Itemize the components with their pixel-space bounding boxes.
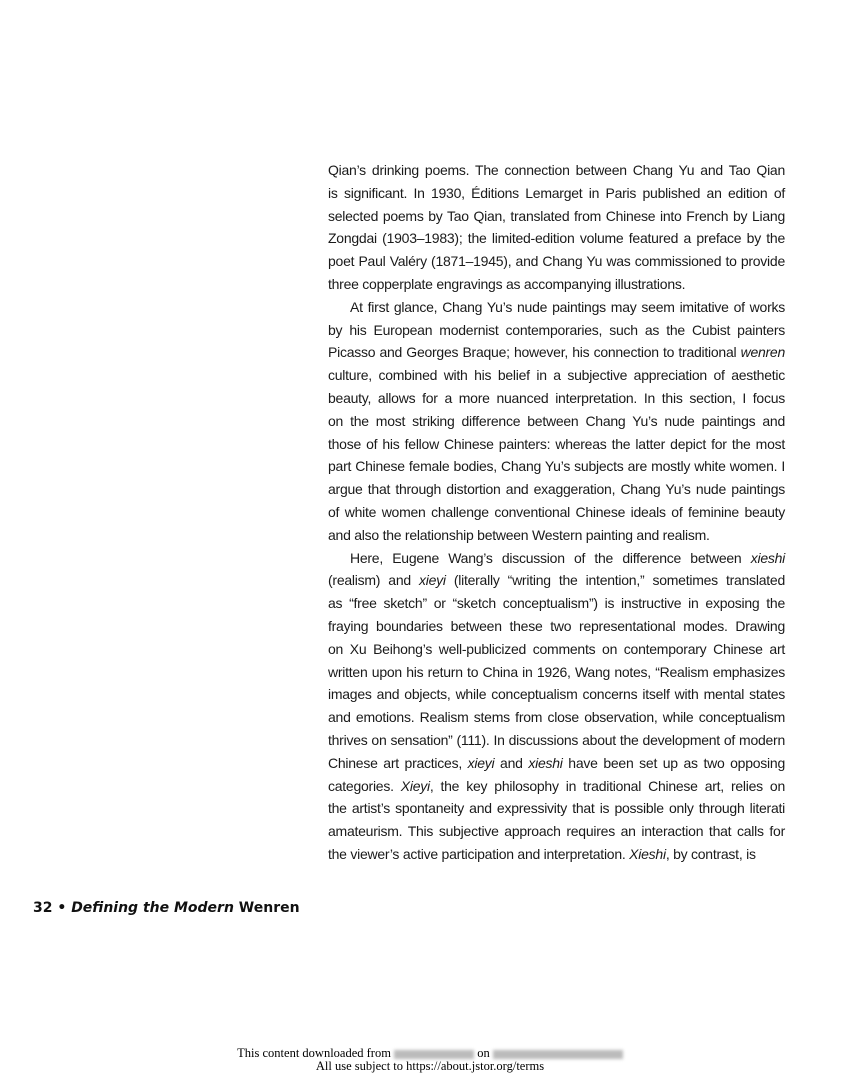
body-text (328, 159, 785, 866)
text-segment: poet Paul Valéry (1871–1945), and Chang Yu was commissioned to provide (328, 253, 785, 270)
download-line (0, 1047, 860, 1060)
text-line (328, 524, 785, 547)
text-segment: those of his fellow Chinese painters: whereas the latter depict for the most (328, 435, 785, 452)
text-line (328, 159, 785, 182)
redacted-date (493, 1050, 623, 1059)
text-segment: and emotions. Realism stems from close observation, while conceptualism (328, 709, 785, 726)
text-line (328, 797, 785, 820)
italic-term: Xieshi (629, 845, 666, 862)
text-segment: is significant. In 1930, Éditions Lemarget in Paris published an edition of (328, 184, 785, 201)
text-segment: part Chinese female bodies, Chang Yu’s subjects are mostly white women. I (328, 458, 785, 475)
text-segment: Qian’s drinking poems. The connection between Chang Yu and Tao Qian (328, 162, 785, 178)
text-line (328, 775, 785, 798)
text-line (328, 615, 785, 638)
italic-term: Xieyi (400, 777, 430, 794)
text-line (328, 706, 785, 729)
text-line (328, 364, 785, 387)
text-line (328, 661, 785, 684)
text-segment: Chinese art practices, (328, 754, 468, 771)
italic-term: wenren (740, 344, 785, 361)
text-segment: by his European modernist contemporaries, such as the Cubist painters (328, 321, 785, 338)
text-segment: written upon his return to China in 1926, Wang notes, “Realism emphasizes (328, 663, 785, 680)
text-line (328, 205, 785, 228)
text-line (328, 227, 785, 250)
page-number: 32 (33, 900, 53, 916)
jstor-notice (0, 1047, 860, 1073)
text-segment: Here, Eugene Wang’s discussion of the difference between (350, 549, 751, 566)
text-line (328, 752, 785, 775)
text-line (328, 820, 785, 843)
text-segment: (literally “writing the intention,” sometimes translated (445, 572, 785, 589)
download-prefix: This content downloaded from (237, 1046, 391, 1060)
text-line (328, 501, 785, 524)
italic-term: xieyi (418, 572, 446, 589)
text-segment: and (494, 754, 529, 771)
text-segment: At first glance, Chang Yu’s nude paintings may seem imitative of works (350, 298, 785, 315)
text-line (328, 433, 785, 456)
text-line (328, 547, 785, 570)
text-segment: three copperplate engravings as accompanying illustrations. (328, 275, 686, 292)
text-line (328, 683, 785, 706)
text-segment: fraying boundaries between these two representational modes. Drawing (328, 617, 785, 634)
text-segment: on the most striking difference between Chang Yu’s nude paintings and (328, 412, 785, 429)
text-segment: argue that through distortion and exaggeration, Chang Yu’s nude paintings (328, 481, 785, 498)
text-segment: images and objects, while conceptualism concerns itself with mental states (328, 686, 785, 703)
text-line (328, 319, 785, 342)
text-line (328, 387, 785, 410)
text-segment: beauty, allows for a more nuanced interpretation. In this section, I focus (328, 389, 785, 406)
italic-term: xieyi (467, 754, 495, 771)
text-segment: the viewer’s active participation and interpretation. (328, 845, 630, 862)
text-segment: , the key philosophy in traditional Chinese art, relies on (429, 777, 785, 794)
text-line (328, 296, 785, 319)
text-line (328, 455, 785, 478)
italic-term: xieshi (750, 549, 785, 566)
on-text: on (477, 1046, 490, 1060)
text-segment: categories. (328, 777, 401, 794)
book-title-roman: Wenren (238, 900, 300, 916)
text-line (328, 250, 785, 273)
text-segment: selected poems by Tao Qian, translated from Chinese into French by Liang (328, 207, 785, 224)
text-segment: and also the relationship between Western painting and realism. (328, 526, 710, 543)
text-line (328, 569, 785, 592)
text-segment: the artist’s spontaneity and expressivity that is possible only through literati (328, 800, 785, 817)
text-line (328, 729, 785, 752)
redacted-ip (394, 1050, 474, 1059)
terms-line[interactable]: All use subject to https://about.jstor.org/terms (315, 1059, 545, 1073)
text-segment: have been set up as two opposing (562, 754, 785, 771)
book-title-italic: Defining the Modern (71, 900, 234, 916)
text-segment: (realism) and (328, 572, 419, 589)
italic-term: xieshi (528, 754, 563, 771)
text-line (328, 341, 785, 364)
text-line (328, 410, 785, 433)
text-line (328, 478, 785, 501)
bullet: • (57, 900, 67, 916)
text-segment: of white women challenge conventional Chinese ideals of feminine beauty (328, 503, 785, 520)
text-line (328, 182, 785, 205)
text-segment: Picasso and Georges Braque; however, his connection to traditional (328, 344, 741, 361)
text-segment: thrives on sensation” (111). In discussions about the development of modern (328, 731, 785, 748)
text-segment: as “free sketch” or “sketch conceptualism”) is instructive in exposing the (328, 595, 785, 612)
text-segment: , by contrast, is (665, 845, 756, 862)
text-line (328, 843, 785, 866)
text-segment: culture, combined with his belief in a subjective appreciation of aesthetic (328, 367, 785, 384)
text-segment: on Xu Beihong’s well-publicized comments on contemporary Chinese art (328, 640, 785, 657)
text-line (328, 592, 785, 615)
text-segment: amateurism. This subjective approach requires an interaction that calls for (328, 823, 785, 840)
text-line (328, 638, 785, 661)
text-line (328, 273, 785, 296)
running-footer (33, 900, 300, 916)
text-segment: Zongdai (1903–1983); the limited-edition volume featured a preface by the (328, 230, 785, 247)
